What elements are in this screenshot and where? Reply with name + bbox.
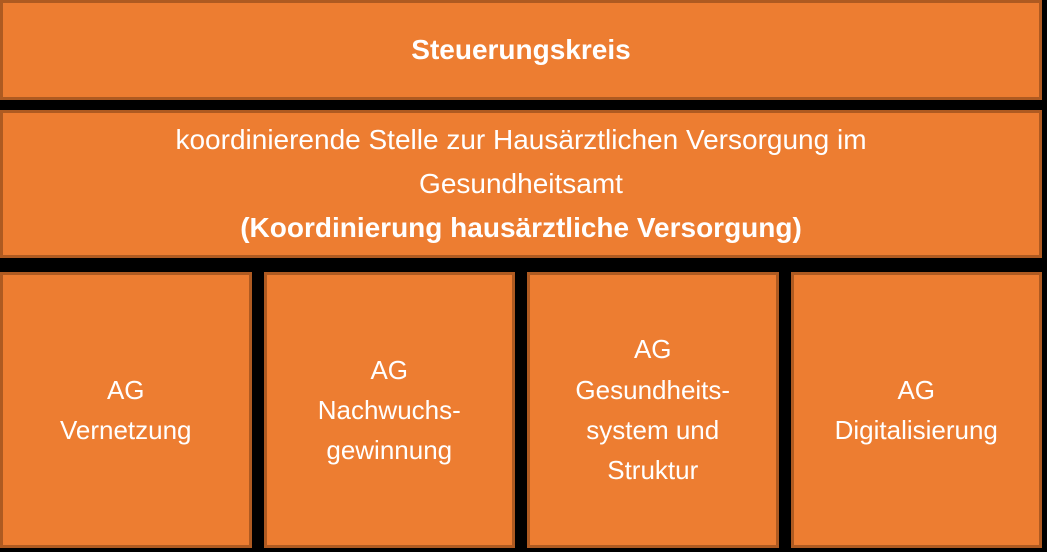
ag-vernetzung-line-1: AG: [106, 374, 145, 405]
ag-nachwuchsgewinnung-box: [264, 272, 516, 548]
ag-nachwuchsgewinnung-line-1: AG: [370, 354, 409, 385]
ag-digitalisierung-line-1: AG: [897, 374, 936, 405]
ag-gesundheitssystem-line-3: system und: [586, 415, 720, 445]
ag-vernetzung-line-2: Vernetzung: [59, 415, 192, 445]
ag-vernetzung-box: [0, 272, 252, 548]
ag-gesundheitssystem-line-1: AG: [633, 334, 672, 365]
koordinierende-stelle-bold-line: (Koordinierung hausärztliche Versorgung): [240, 212, 802, 244]
ag-digitalisierung-box: [791, 272, 1043, 548]
steuerungskreis-label: Steuerungskreis: [411, 33, 631, 65]
ag-gesundheitssystem-line-4: Struktur: [607, 455, 699, 486]
ag-nachwuchsgewinnung-line-3: gewinnung: [326, 435, 453, 466]
steuerungskreis-box: [0, 0, 1042, 100]
work-groups-row: [0, 272, 1042, 548]
koordinierende-stelle-line-2: Gesundheitsamt: [419, 167, 623, 199]
koordinierende-stelle-box: [0, 110, 1042, 258]
ag-nachwuchsgewinnung-line-2: Nachwuchs-: [317, 394, 461, 425]
koordinierende-stelle-line-1: koordinierende Stelle zur Hausärztlichen Versorgung im: [175, 123, 867, 155]
ag-gesundheitssystem-line-2: Gesundheits-: [575, 374, 731, 405]
ag-gesundheitssystem-box: [527, 272, 779, 548]
ag-digitalisierung-line-2: Digitalisierung: [834, 415, 998, 445]
